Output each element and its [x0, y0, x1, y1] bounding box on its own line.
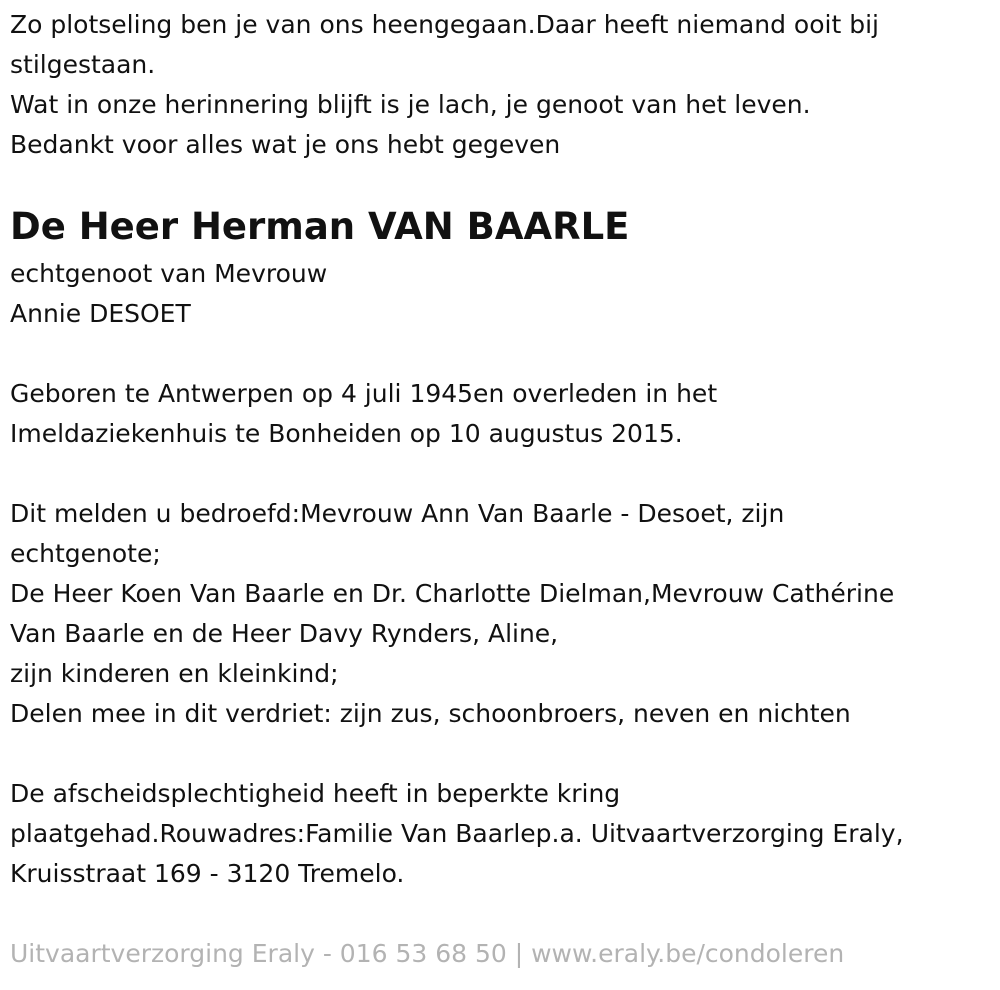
birth-death-line: Imeldaziekenhuis te Bonheiden op 10 augustus 2015.: [10, 419, 683, 448]
poem-line: stilgestaan.: [10, 50, 156, 79]
birth-death-line: Geboren te Antwerpen op 4 juli 1945en overleden in het: [10, 379, 718, 408]
spouse-line: echtgenoot van Mevrouw: [10, 259, 328, 288]
ceremony-text: [10, 774, 985, 894]
mourners-text: [10, 494, 985, 734]
mourners-line: Dit melden u bedroefd:Mevrouw Ann Van Baarle - Desoet, zijn: [10, 499, 785, 528]
birth-death-text: [10, 374, 985, 454]
mourners-line: De Heer Koen Van Baarle en Dr. Charlotte Dielman,Mevrouw Cathérine: [10, 579, 895, 608]
deceased-name: De Heer Herman VAN BAARLE: [10, 205, 630, 248]
spouse-line: Annie DESOET: [10, 299, 191, 328]
poem-line: Bedankt voor alles wat je ons hebt gegeven: [10, 130, 561, 159]
mourners-line: Delen mee in dit verdriet: zijn zus, schoonbroers, neven en nichten: [10, 699, 851, 728]
ceremony-line: De afscheidsplechtigheid heeft in beperkte kring: [10, 779, 621, 808]
footer-contact: Uitvaartverzorging Eraly - 016 53 68 50 | www.eraly.be/condoleren: [10, 939, 845, 968]
mourners-line: echtgenote;: [10, 539, 161, 568]
deceased-name-heading: [10, 202, 985, 252]
spouse-text: [10, 254, 985, 334]
ceremony-line: Kruisstraat 169 - 3120 Tremelo.: [10, 859, 405, 888]
mourners-line: Van Baarle en de Heer Davy Rynders, Aline,: [10, 619, 559, 648]
poem-text: [10, 5, 985, 165]
funeral-home-footer: [10, 934, 985, 974]
ceremony-line: plaatgehad.Rouwadres:Familie Van Baarlep.a. Uitvaartverzorging Eraly,: [10, 819, 904, 848]
poem-line: Zo plotseling ben je van ons heengegaan.Daar heeft niemand ooit bij: [10, 10, 879, 39]
mourners-line: zijn kinderen en kleinkind;: [10, 659, 339, 688]
poem-line: Wat in onze herinnering blijft is je lach, je genoot van het leven.: [10, 90, 811, 119]
